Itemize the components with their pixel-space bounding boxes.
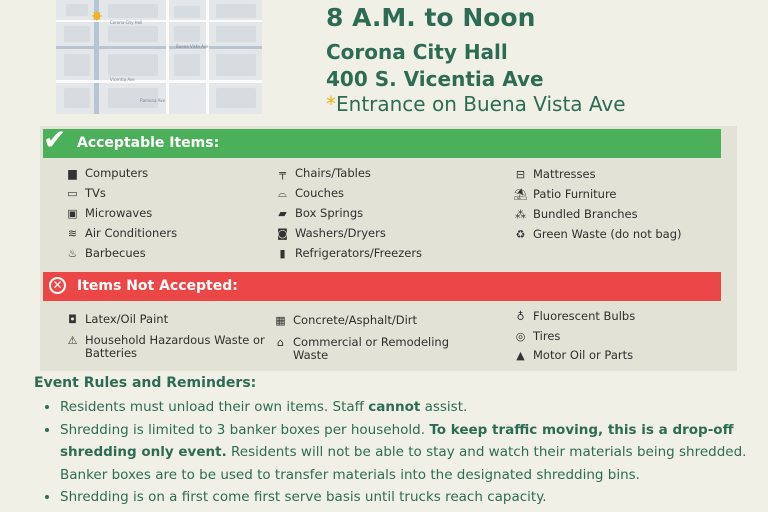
checkmark-icon: ✔ (43, 123, 67, 156)
washer-icon: ◙ (277, 227, 288, 240)
microwave-icon: ▣ (67, 207, 78, 220)
map-block (216, 26, 256, 42)
accepted-item: ⌓ Couches (274, 187, 344, 200)
map-block (174, 26, 200, 42)
not-accepted-title: Items Not Accepted: (77, 278, 238, 294)
map-label: Corona City Hall (110, 20, 143, 25)
remodeling-icon: ⌂ (277, 336, 284, 349)
accepted-item: ⁂ Bundled Branches (512, 208, 638, 221)
branches-icon: ⁂ (515, 208, 526, 221)
map-label: Vicentia Ave (110, 77, 135, 82)
map-block (108, 26, 158, 42)
accepted-title: Acceptable Items: (77, 135, 220, 151)
map-block (64, 88, 90, 108)
map-block (108, 54, 158, 76)
accepted-item: ▰ Box Springs (274, 207, 363, 220)
rule-item: • Shredding is on a first come first serve basis until trucks reach capacity. (60, 486, 760, 509)
map-block (216, 88, 256, 108)
map-road (206, 0, 209, 114)
accepted-item: ≋ Air Conditioners (64, 227, 177, 240)
mattress-icon: ⊟ (515, 168, 526, 181)
chair-table-icon: ╤ (279, 167, 286, 180)
map-block (174, 54, 200, 76)
tv-icon: ▭ (67, 187, 78, 200)
event-venue: Corona City Hall (326, 40, 508, 64)
map-road (166, 0, 169, 114)
x-circle-icon: ✕ (49, 277, 66, 294)
recycle-icon: ♻ (515, 228, 526, 241)
not-accepted-item: ▦ Concrete/Asphalt/Dirt (272, 314, 417, 327)
not-accepted-item: ⌂ Commercial or Remodeling Waste (272, 336, 468, 362)
location-map (56, 0, 262, 114)
map-block (64, 26, 90, 42)
tire-icon: ◎ (515, 330, 526, 343)
map-block (64, 54, 90, 76)
map-block (216, 54, 256, 76)
accepted-header-bar (43, 123, 721, 158)
map-block (216, 4, 256, 18)
air-conditioner-icon: ≋ (67, 227, 78, 240)
map-road (56, 20, 262, 22)
paint-can-icon: ◘ (68, 313, 77, 326)
computer-icon: ▆ (68, 167, 77, 180)
not-accepted-item: ◘ Latex/Oil Paint (64, 313, 168, 326)
entrance-text: Entrance on Buena Vista Ave (336, 92, 626, 116)
accepted-item: ▣ Microwaves (64, 207, 152, 220)
not-accepted-header-bar (43, 272, 721, 301)
rule-item: • Shredding is limited to 3 banker boxes per household. To keep traffic moving, this is a drop-off shredding only event. Residents will not be able to stay and watch their materials being shredded. Banker boxes are to be used to transfer materials into the designated shredding bins. (60, 419, 760, 487)
accepted-item: ▮ Refrigerators/Freezers (274, 247, 422, 260)
map-road (56, 80, 262, 83)
not-accepted-item: ▲ Motor Oil or Parts (512, 349, 633, 362)
box-spring-icon: ▰ (278, 207, 287, 220)
map-label: Ramona Ave (140, 98, 166, 103)
accepted-item: ▭ TVs (64, 187, 106, 200)
event-time: 8 A.M. to Noon (326, 3, 536, 32)
bulb-icon: ♁ (516, 310, 525, 323)
concrete-icon: ▦ (275, 314, 286, 327)
entrance-note (326, 92, 626, 116)
accepted-item: ⊟ Mattresses (512, 168, 596, 181)
map-block (174, 6, 200, 18)
not-accepted-item: ◎ Tires (512, 330, 560, 343)
accepted-item: ♻ Green Waste (do not bag) (512, 228, 682, 241)
not-accepted-item: ⚠ Household Hazardous Waste or Batteries (64, 334, 265, 360)
oil-bottle-icon: ▲ (516, 349, 525, 362)
event-address: 400 S. Vicentia Ave (326, 67, 544, 91)
map-road (56, 46, 262, 49)
map-block (108, 4, 158, 18)
star-icon: ✸ (91, 9, 103, 25)
asterisk-marker: * (326, 92, 336, 116)
rules-title: Event Rules and Reminders: (34, 375, 257, 391)
map-label: Buena Vista Ave (176, 44, 209, 49)
accepted-item: ⛱ Patio Furniture (513, 187, 617, 201)
couch-icon: ⌓ (278, 187, 287, 200)
patio-icon: ⛱ (513, 188, 528, 201)
hazard-bottle-icon: ⚠ (67, 334, 78, 347)
not-accepted-item: ♁ Fluorescent Bulbs (512, 310, 635, 323)
map-block (66, 4, 88, 16)
refrigerator-icon: ▮ (279, 247, 286, 260)
accepted-item: ◙ Washers/Dryers (274, 227, 386, 240)
accepted-item: ╤ Chairs/Tables (274, 167, 371, 180)
accepted-item: ♨ Barbecues (64, 247, 146, 260)
rule-item: • Residents must unload their own items. Staff cannot assist. (60, 396, 760, 419)
accepted-item: ▆ Computers (64, 167, 148, 180)
barbecue-icon: ♨ (67, 247, 78, 260)
rules-list (44, 396, 760, 509)
